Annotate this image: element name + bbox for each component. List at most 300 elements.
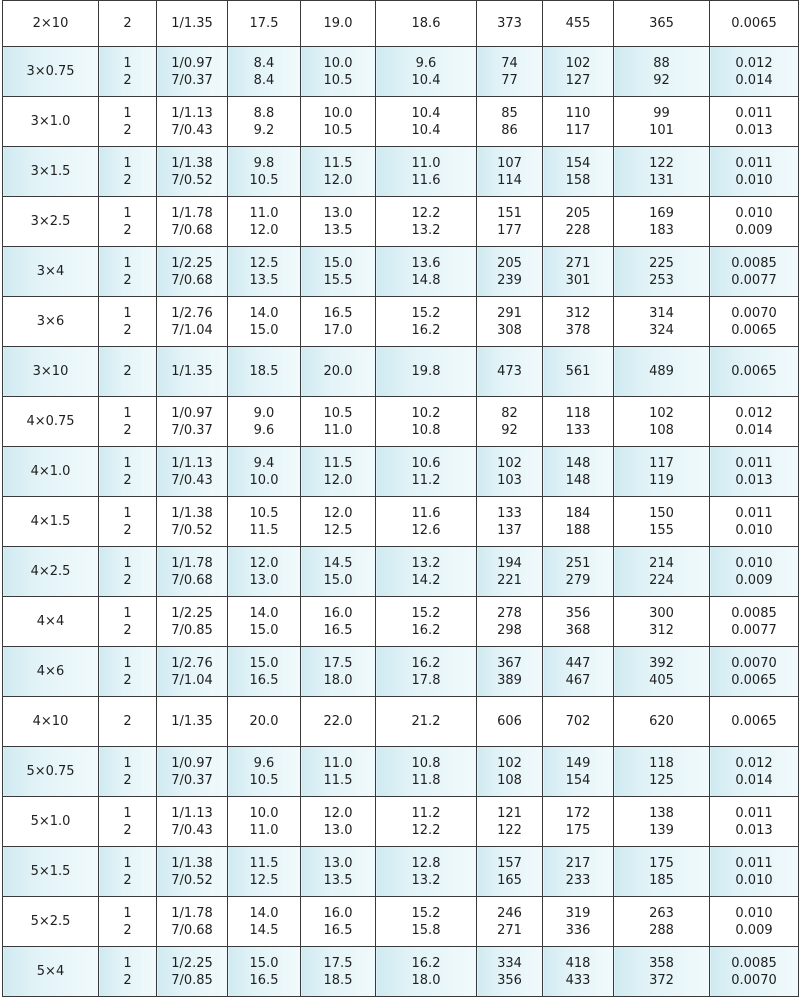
table-row <box>3 847 799 897</box>
cell-value: 88 <box>653 55 670 71</box>
cell-value: 16.5 <box>323 305 353 321</box>
cell-value: 133 <box>565 422 591 438</box>
cores-cell <box>99 297 157 347</box>
weight-cell-a <box>477 1 543 47</box>
thickness-cell <box>228 97 301 147</box>
cell-value: 0.010 <box>735 205 773 221</box>
cell-value: 1 <box>123 805 132 821</box>
cell-value: 12.0 <box>323 805 353 821</box>
cell-value: 17.5 <box>323 955 353 971</box>
cell-value: 271 <box>565 255 591 271</box>
cell-value: 0.011 <box>735 455 773 471</box>
cell-value: 107 <box>497 155 522 171</box>
cell-value: 2 <box>123 572 132 588</box>
cell-value: 17.5 <box>323 655 353 671</box>
thickness-cell <box>228 1 301 47</box>
diameter-cell <box>301 47 376 97</box>
cell-value: 119 <box>649 472 674 488</box>
cell-value: 17.8 <box>411 672 441 688</box>
value-cell <box>376 397 477 447</box>
cell-value: 11.2 <box>411 472 441 488</box>
table-row <box>3 897 799 947</box>
value-cell <box>376 597 477 647</box>
cell-value: 118 <box>649 755 674 771</box>
weight-cell-b <box>543 547 614 597</box>
cell-value: 2 <box>123 822 132 838</box>
cell-value: 10.5 <box>323 122 353 138</box>
cores-cell <box>99 897 157 947</box>
cell-value: 0.0065 <box>731 364 777 379</box>
cell-value: 298 <box>497 622 522 638</box>
cell-value: 21.2 <box>411 714 441 729</box>
cell-value: 103 <box>497 472 522 488</box>
cell-value: 154 <box>565 772 591 788</box>
value-cell <box>376 697 477 747</box>
cell-value: 13.2 <box>411 555 441 571</box>
weight-cell-b <box>543 797 614 847</box>
conductor-cell <box>157 697 228 747</box>
conductor-cell <box>157 897 228 947</box>
diameter-cell <box>301 147 376 197</box>
size-cell: 5×1.5 <box>3 847 99 897</box>
cell-value: 1 <box>123 955 132 971</box>
cell-value: 15.0 <box>249 655 279 671</box>
cell-value: 188 <box>565 522 591 538</box>
cell-value: 367 <box>497 655 522 671</box>
cell-value: 1/1.13 <box>171 105 213 121</box>
diameter-cell <box>301 547 376 597</box>
resistance-cell <box>710 497 799 547</box>
resistance-cell <box>710 547 799 597</box>
cell-value: 365 <box>649 16 674 31</box>
cell-value: 77 <box>501 72 518 88</box>
cell-value: 172 <box>565 805 591 821</box>
weight-cell-b <box>543 597 614 647</box>
table-row <box>3 647 799 697</box>
weight-cell-c <box>614 97 710 147</box>
cell-value: 14.0 <box>249 605 279 621</box>
cell-value: 0.013 <box>735 472 773 488</box>
cell-value: 11.5 <box>323 772 353 788</box>
weight-cell-a <box>477 597 543 647</box>
cell-value: 0.0077 <box>731 622 777 638</box>
conductor-cell <box>157 247 228 297</box>
table-row <box>3 97 799 147</box>
cell-value: 11.5 <box>323 155 353 171</box>
cell-value: 13.6 <box>411 255 441 271</box>
cell-value: 0.0085 <box>731 255 777 271</box>
cell-value: 1 <box>123 305 132 321</box>
cell-value: 10.0 <box>323 105 353 121</box>
weight-cell-b <box>543 397 614 447</box>
cell-value: 2 <box>123 72 132 88</box>
value-cell <box>376 47 477 97</box>
cell-value: 205 <box>497 255 522 271</box>
weight-cell-c <box>614 147 710 197</box>
value-cell <box>376 347 477 397</box>
value-cell <box>376 947 477 997</box>
diameter-cell <box>301 797 376 847</box>
cell-value: 22.0 <box>323 714 353 729</box>
diameter-cell <box>301 697 376 747</box>
cell-value: 1/1.35 <box>171 364 213 379</box>
cell-value: 2 <box>123 16 132 31</box>
weight-cell-b <box>543 897 614 947</box>
value-cell <box>376 447 477 497</box>
weight-cell-b <box>543 747 614 797</box>
cell-value: 19.8 <box>411 364 441 379</box>
weight-cell-a <box>477 197 543 247</box>
cell-value: 11.0 <box>323 755 353 771</box>
cell-value: 1 <box>123 555 132 571</box>
cell-value: 2 <box>123 222 132 238</box>
diameter-cell <box>301 297 376 347</box>
cell-value: 13.2 <box>411 872 441 888</box>
thickness-cell <box>228 47 301 97</box>
cell-value: 702 <box>565 714 591 729</box>
cell-value: 0.011 <box>735 855 773 871</box>
cell-value: 20.0 <box>249 714 279 729</box>
cell-value: 217 <box>565 855 591 871</box>
size-cell: 3×1.5 <box>3 147 99 197</box>
cell-value: 10.5 <box>249 172 279 188</box>
weight-cell-a <box>477 547 543 597</box>
cell-value: 7/0.85 <box>171 622 213 638</box>
cell-value: 9.4 <box>253 455 275 471</box>
diameter-cell <box>301 247 376 297</box>
cell-value: 489 <box>649 364 674 379</box>
cell-value: 1 <box>123 455 132 471</box>
cell-value: 10.5 <box>249 772 279 788</box>
cell-value: 11.5 <box>249 855 279 871</box>
cell-value: 15.0 <box>249 622 279 638</box>
cell-value: 114 <box>497 172 522 188</box>
value-cell <box>376 897 477 947</box>
cell-value: 14.0 <box>249 305 279 321</box>
cell-value: 10.8 <box>411 755 441 771</box>
cores-cell <box>99 1 157 47</box>
thickness-cell <box>228 347 301 397</box>
weight-cell-c <box>614 797 710 847</box>
conductor-cell <box>157 197 228 247</box>
weight-cell-c <box>614 597 710 647</box>
resistance-cell <box>710 747 799 797</box>
cell-value: 12.0 <box>249 555 279 571</box>
cell-value: 10.4 <box>411 122 441 138</box>
table-row <box>3 347 799 397</box>
weight-cell-b <box>543 947 614 997</box>
cell-value: 279 <box>565 572 591 588</box>
cores-cell <box>99 947 157 997</box>
conductor-cell <box>157 847 228 897</box>
size-cell: 4×1.0 <box>3 447 99 497</box>
cell-value: 0.0085 <box>731 955 777 971</box>
value-cell <box>376 497 477 547</box>
cell-value: 10.0 <box>249 472 279 488</box>
cell-value: 356 <box>497 972 522 988</box>
cell-value: 372 <box>649 972 674 988</box>
cell-value: 1 <box>123 855 132 871</box>
diameter-cell <box>301 847 376 897</box>
cell-value: 1 <box>123 155 132 171</box>
weight-cell-c <box>614 747 710 797</box>
cell-value: 183 <box>649 222 674 238</box>
table-row <box>3 497 799 547</box>
cell-value: 11.2 <box>411 805 441 821</box>
cores-cell <box>99 397 157 447</box>
cell-value: 151 <box>497 205 522 221</box>
size-cell: 3×10 <box>3 347 99 397</box>
table-row <box>3 697 799 747</box>
weight-cell-a <box>477 447 543 497</box>
cell-value: 1 <box>123 55 132 71</box>
cell-value: 0.0077 <box>731 272 777 288</box>
cell-value: 12.0 <box>323 172 353 188</box>
cell-value: 1/2.76 <box>171 655 213 671</box>
resistance-cell <box>710 597 799 647</box>
value-cell <box>376 547 477 597</box>
table-row <box>3 947 799 997</box>
size-cell: 5×1.0 <box>3 797 99 847</box>
cell-value: 18.6 <box>411 16 441 31</box>
cell-value: 15.2 <box>411 605 441 621</box>
resistance-cell <box>710 297 799 347</box>
cell-value: 121 <box>497 805 522 821</box>
cores-cell <box>99 347 157 397</box>
cell-value: 92 <box>653 72 670 88</box>
cell-value: 0.014 <box>735 422 773 438</box>
cell-value: 0.0070 <box>731 305 777 321</box>
table-row <box>3 547 799 597</box>
cell-value: 308 <box>497 322 522 338</box>
cell-value: 0.010 <box>735 555 773 571</box>
cell-value: 11.0 <box>323 422 353 438</box>
resistance-cell <box>710 47 799 97</box>
cell-value: 2 <box>123 122 132 138</box>
thickness-cell <box>228 647 301 697</box>
weight-cell-c <box>614 47 710 97</box>
cell-value: 251 <box>565 555 591 571</box>
size-cell: 3×0.75 <box>3 47 99 97</box>
cell-value: 7/0.52 <box>171 872 213 888</box>
cores-cell <box>99 97 157 147</box>
weight-cell-c <box>614 197 710 247</box>
cell-value: 373 <box>497 16 522 31</box>
table-row <box>3 747 799 797</box>
weight-cell-a <box>477 97 543 147</box>
cell-value: 228 <box>565 222 591 238</box>
size-cell: 4×2.5 <box>3 547 99 597</box>
cell-value: 2 <box>123 472 132 488</box>
cell-value: 620 <box>649 714 674 729</box>
cell-value: 15.0 <box>323 572 353 588</box>
cell-value: 7/0.85 <box>171 972 213 988</box>
resistance-cell <box>710 897 799 947</box>
cell-value: 16.0 <box>323 605 353 621</box>
value-cell <box>376 197 477 247</box>
table-row <box>3 397 799 447</box>
weight-cell-a <box>477 297 543 347</box>
cell-value: 18.5 <box>323 972 353 988</box>
cell-value: 14.0 <box>249 905 279 921</box>
cell-value: 0.009 <box>735 572 773 588</box>
cell-value: 1/1.78 <box>171 205 213 221</box>
cell-value: 138 <box>649 805 674 821</box>
cores-cell <box>99 597 157 647</box>
cell-value: 99 <box>653 105 670 121</box>
cell-value: 405 <box>649 672 674 688</box>
cell-value: 11.0 <box>411 155 441 171</box>
cell-value: 246 <box>497 905 522 921</box>
thickness-cell <box>228 397 301 447</box>
thickness-cell <box>228 747 301 797</box>
table-row <box>3 447 799 497</box>
diameter-cell <box>301 197 376 247</box>
cell-value: 301 <box>565 272 591 288</box>
cell-value: 16.2 <box>411 622 441 638</box>
cell-value: 10.4 <box>411 105 441 121</box>
cell-value: 15.5 <box>323 272 353 288</box>
value-cell <box>376 847 477 897</box>
cell-value: 16.2 <box>411 655 441 671</box>
thickness-cell <box>228 897 301 947</box>
weight-cell-c <box>614 297 710 347</box>
weight-cell-a <box>477 747 543 797</box>
cell-value: 13.0 <box>323 822 353 838</box>
cell-value: 0.011 <box>735 105 773 121</box>
size-cell: 3×6 <box>3 297 99 347</box>
cell-value: 278 <box>497 605 522 621</box>
weight-cell-b <box>543 697 614 747</box>
cell-value: 1 <box>123 655 132 671</box>
conductor-cell <box>157 297 228 347</box>
weight-cell-a <box>477 347 543 397</box>
thickness-cell <box>228 447 301 497</box>
cell-value: 108 <box>649 422 674 438</box>
size-cell: 4×0.75 <box>3 397 99 447</box>
cell-value: 85 <box>501 105 518 121</box>
cell-value: 7/0.43 <box>171 122 213 138</box>
cell-value: 194 <box>497 555 522 571</box>
cell-value: 10.0 <box>323 55 353 71</box>
cell-value: 1 <box>123 605 132 621</box>
value-cell <box>376 1 477 47</box>
value-cell <box>376 747 477 797</box>
cores-cell <box>99 247 157 297</box>
cell-value: 18.0 <box>411 972 441 988</box>
cell-value: 127 <box>565 72 591 88</box>
cell-value: 185 <box>649 872 674 888</box>
weight-cell-c <box>614 947 710 997</box>
cell-value: 0.0070 <box>731 972 777 988</box>
thickness-cell <box>228 297 301 347</box>
value-cell <box>376 647 477 697</box>
cell-value: 0.011 <box>735 805 773 821</box>
cores-cell <box>99 547 157 597</box>
cell-value: 20.0 <box>323 364 353 379</box>
cell-value: 1/1.38 <box>171 505 213 521</box>
cell-value: 225 <box>649 255 674 271</box>
cell-value: 10.4 <box>411 72 441 88</box>
cell-value: 11.0 <box>249 822 279 838</box>
cell-value: 205 <box>565 205 591 221</box>
cell-value: 8.4 <box>253 55 275 71</box>
cell-value: 108 <box>497 772 522 788</box>
cell-value: 1 <box>123 905 132 921</box>
conductor-cell <box>157 147 228 197</box>
cell-value: 12.8 <box>411 855 441 871</box>
value-cell <box>376 147 477 197</box>
cell-value: 7/0.68 <box>171 222 213 238</box>
cell-value: 13.0 <box>249 572 279 588</box>
diameter-cell <box>301 347 376 397</box>
size-cell: 5×2.5 <box>3 897 99 947</box>
cell-value: 0.013 <box>735 822 773 838</box>
cell-value: 17.0 <box>323 322 353 338</box>
weight-cell-a <box>477 797 543 847</box>
cores-cell <box>99 147 157 197</box>
cell-value: 155 <box>649 522 674 538</box>
cell-value: 86 <box>501 122 518 138</box>
cell-value: 0.013 <box>735 122 773 138</box>
table-row <box>3 797 799 847</box>
cell-value: 314 <box>649 305 674 321</box>
cell-value: 9.6 <box>253 755 275 771</box>
cell-value: 1 <box>123 405 132 421</box>
value-cell <box>376 247 477 297</box>
cell-value: 2 <box>123 172 132 188</box>
diameter-cell <box>301 397 376 447</box>
diameter-cell <box>301 897 376 947</box>
cell-value: 15.0 <box>249 955 279 971</box>
cores-cell <box>99 797 157 847</box>
thickness-cell <box>228 497 301 547</box>
cell-value: 7/0.68 <box>171 272 213 288</box>
weight-cell-a <box>477 697 543 747</box>
cell-value: 184 <box>565 505 591 521</box>
cell-value: 1/1.38 <box>171 855 213 871</box>
cell-value: 175 <box>565 822 591 838</box>
weight-cell-b <box>543 847 614 897</box>
resistance-cell <box>710 247 799 297</box>
cell-value: 1/1.78 <box>171 555 213 571</box>
table-body <box>3 1 799 997</box>
diameter-cell <box>301 747 376 797</box>
cell-value: 389 <box>497 672 522 688</box>
conductor-cell <box>157 947 228 997</box>
cell-value: 221 <box>497 572 522 588</box>
cell-value: 1/1.78 <box>171 905 213 921</box>
cell-value: 82 <box>501 405 518 421</box>
cell-value: 92 <box>501 422 518 438</box>
cell-value: 7/0.68 <box>171 922 213 938</box>
cell-value: 7/0.37 <box>171 772 213 788</box>
conductor-cell <box>157 747 228 797</box>
cell-value: 15.8 <box>411 922 441 938</box>
conductor-cell <box>157 547 228 597</box>
conductor-cell <box>157 597 228 647</box>
cores-cell <box>99 847 157 897</box>
table-row <box>3 47 799 97</box>
conductor-cell <box>157 497 228 547</box>
cell-value: 16.5 <box>249 972 279 988</box>
table-row <box>3 147 799 197</box>
cell-value: 9.2 <box>253 122 275 138</box>
cell-value: 0.009 <box>735 222 773 238</box>
cell-value: 2 <box>123 364 132 379</box>
cell-value: 7/0.52 <box>171 522 213 538</box>
conductor-cell <box>157 97 228 147</box>
